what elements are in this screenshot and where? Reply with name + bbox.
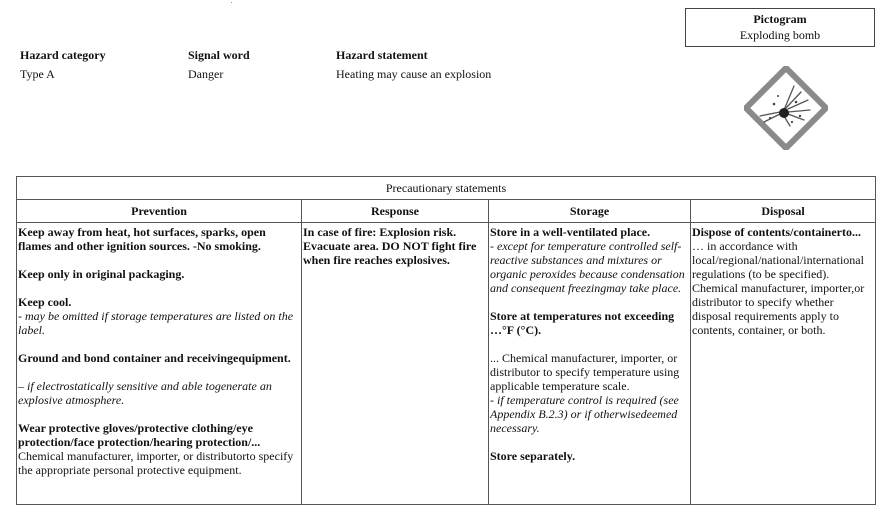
prevention-note: – if electrostatically sensitive and able togenerate an explosive atmosphere. xyxy=(18,379,272,407)
prevention-statement: Ground and bond container and receivingequipment. xyxy=(18,351,291,365)
precautionary-title: Precautionary statements xyxy=(17,177,876,200)
prevention-cell xyxy=(17,223,302,505)
col-response: Response xyxy=(302,200,489,223)
prevention-statement: Keep cool. xyxy=(18,295,72,309)
disposal-cell xyxy=(691,223,876,505)
prevention-note: - may be omitted if storage temperatures are listed on the label. xyxy=(18,309,294,337)
col-disposal: Disposal xyxy=(691,200,876,223)
hazard-category-value: Type A xyxy=(20,67,55,81)
hazard-statement-label: Hazard statement xyxy=(336,48,428,62)
storage-cell xyxy=(489,223,691,505)
signal-word xyxy=(188,48,250,81)
signal-word-value: Danger xyxy=(188,67,224,81)
exploding-bomb-icon xyxy=(744,66,828,150)
response-statement: In case of fire: Explosion risk. Evacuate area. DO NOT fight fire when fire reaches explosives. xyxy=(303,225,477,267)
col-storage: Storage xyxy=(489,200,691,223)
col-prevention: Prevention xyxy=(17,200,302,223)
prevention-statement: Keep only in original packaging. xyxy=(18,267,185,281)
hazard-statement xyxy=(336,48,491,81)
storage-statement: Store separately. xyxy=(490,449,576,463)
signal-word-label: Signal word xyxy=(188,48,250,62)
storage-note: - except for temperature controlled self-reactive substances and mixtures or organic peroxides because condensation and consequent freezingmay take place. xyxy=(490,239,685,295)
pictogram-title: Pictogram xyxy=(753,12,807,26)
stray-mark xyxy=(231,2,232,3)
pictogram-name: Exploding bomb xyxy=(739,28,821,42)
hazard-category-label: Hazard category xyxy=(20,48,106,62)
hazard-statement-value: Heating may cause an explosion xyxy=(336,67,492,81)
prevention-statement: Keep away from heat, hot surfaces, sparks, open flames and other ignition sources. -No smoking. xyxy=(18,225,266,253)
disposal-note: … in accordance with local/regional/national/international regulations (to be specified). Chemical manufacturer, importer,or distributor to specify whether disposal requirements apply to contents, container, or both. xyxy=(692,239,865,337)
response-cell xyxy=(302,223,489,505)
storage-note: - if temperature control is required (see Appendix B.2.3) or if otherwisedeemed necessary. xyxy=(490,393,679,435)
storage-note: ... Chemical manufacturer, importer, or distributor to specify temperature using applicable temperature scale. xyxy=(490,351,680,393)
storage-statement: Store in a well-ventilated place. xyxy=(490,225,651,239)
hazard-category xyxy=(20,48,106,81)
disposal-statement: Dispose of contents/containerto... xyxy=(692,225,861,239)
storage-statement: Store at temperatures not exceeding …°F (°C). xyxy=(490,309,675,337)
precautionary-statements-table xyxy=(16,176,876,505)
pictogram-box xyxy=(685,8,875,47)
prevention-statement: Wear protective gloves/protective clothing/eye protection/face protection/hearing protection/... xyxy=(18,421,261,449)
prevention-note: Chemical manufacturer, importer, or distributorto specify the appropriate personal protective equipment. xyxy=(18,449,294,477)
